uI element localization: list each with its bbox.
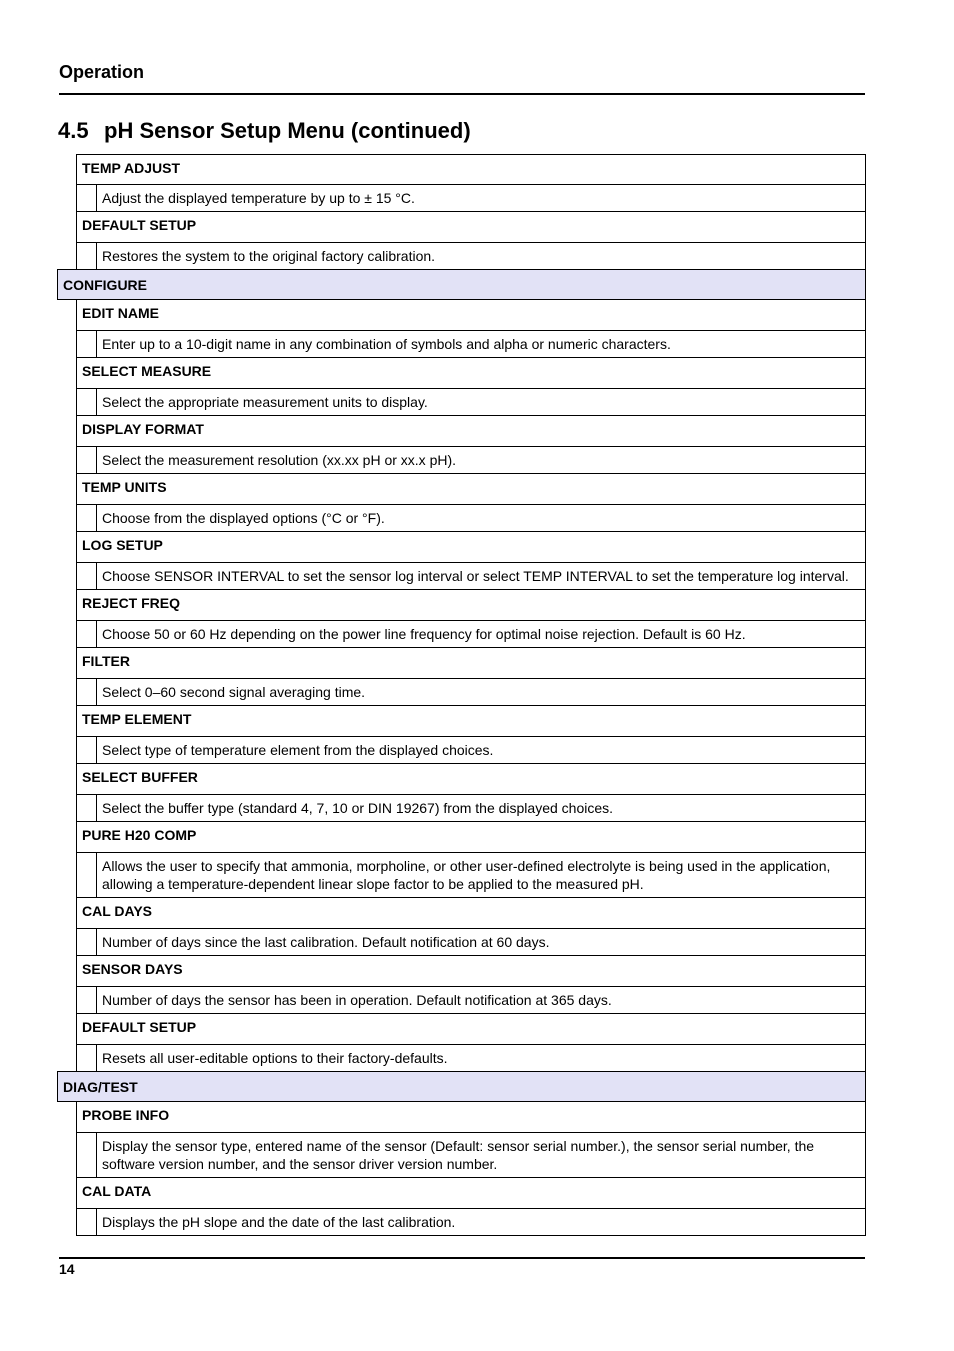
menu-item: DISPLAY FORMAT (76, 416, 866, 447)
menu-item-description: Restores the system to the original factory calibration. (96, 243, 865, 269)
section-title-text: pH Sensor Setup Menu (continued) (104, 118, 471, 143)
menu-item-description: Choose 50 or 60 Hz depending on the power line frequency for optimal noise rejection. Default is 60 Hz. (96, 621, 865, 647)
menu-item-description-row (76, 737, 866, 764)
menu-item-description: Displays the pH slope and the date of the last calibration. (96, 1209, 865, 1235)
menu-item-description-row (76, 987, 866, 1014)
menu-item-description-row (76, 929, 866, 956)
footer-rule (59, 1257, 865, 1259)
menu-item-description: Allows the user to specify that ammonia, morpholine, or other user-defined electrolyte is being used in the application, allowing a temperature-dependent linear slope factor to be applied to the measured pH. (96, 853, 865, 897)
menu-item-description-row (76, 563, 866, 590)
menu-category: CONFIGURE (57, 269, 866, 300)
section-title (58, 118, 864, 144)
menu-item-description-row (76, 679, 866, 706)
menu-item-description: Adjust the displayed temperature by up to ± 15 °C. (96, 185, 865, 211)
menu-item-description: Choose from the displayed options (°C or °F). (96, 505, 865, 531)
menu-item: TEMP ADJUST (76, 154, 866, 185)
menu-item: DEFAULT SETUP (76, 1014, 866, 1045)
menu-category: DIAG/TEST (57, 1071, 866, 1102)
menu-item-description: Resets all user-editable options to their factory-defaults. (96, 1045, 865, 1071)
menu-item-description: Select type of temperature element from the displayed choices. (96, 737, 865, 763)
menu-item-description-row (76, 243, 866, 270)
menu-item: DEFAULT SETUP (76, 212, 866, 243)
menu-item-description: Number of days the sensor has been in operation. Default notification at 365 days. (96, 987, 865, 1013)
menu-item-description: Select the measurement resolution (xx.xx pH or xx.x pH). (96, 447, 865, 473)
menu-item: EDIT NAME (76, 300, 866, 331)
menu-item-description-row (76, 505, 866, 532)
menu-item-description: Choose SENSOR INTERVAL to set the sensor log interval or select TEMP INTERVAL to set the temperature log interval. (96, 563, 865, 589)
menu-table (57, 154, 866, 1236)
menu-item: SELECT MEASURE (76, 358, 866, 389)
menu-item-description: Select 0–60 second signal averaging time. (96, 679, 865, 705)
menu-item-description-row (76, 853, 866, 898)
menu-item-description: Select the buffer type (standard 4, 7, 10 or DIN 19267) from the displayed choices. (96, 795, 865, 821)
running-header: Operation (59, 62, 145, 82)
menu-item-description: Select the appropriate measurement units to display. (96, 389, 865, 415)
page-number: 14 (59, 1261, 75, 1277)
menu-item-description: Display the sensor type, entered name of the sensor (Default: sensor serial number.), the sensor serial number, the software version number, and the sensor driver version number. (96, 1133, 865, 1177)
menu-item: TEMP UNITS (76, 474, 866, 505)
menu-item-description-row (76, 1133, 866, 1178)
menu-item-description-row (76, 389, 866, 416)
menu-item-description: Enter up to a 10-digit name in any combination of symbols and alpha or numeric characters. (96, 331, 865, 357)
menu-item-description-row (76, 795, 866, 822)
menu-item-description-row (76, 1209, 866, 1236)
menu-item: LOG SETUP (76, 532, 866, 563)
header-rule (59, 93, 865, 95)
menu-item-description: Number of days since the last calibration. Default notification at 60 days. (96, 929, 865, 955)
menu-item: PURE H20 COMP (76, 822, 866, 853)
menu-item: SENSOR DAYS (76, 956, 866, 987)
menu-item: TEMP ELEMENT (76, 706, 866, 737)
menu-item: PROBE INFO (76, 1102, 866, 1133)
section-number: 4.5 (58, 118, 89, 143)
menu-item: CAL DATA (76, 1178, 866, 1209)
menu-item: REJECT FREQ (76, 590, 866, 621)
menu-item: SELECT BUFFER (76, 764, 866, 795)
menu-item-description-row (76, 621, 866, 648)
menu-item-description-row (76, 447, 866, 474)
menu-item-description-row (76, 331, 866, 358)
menu-item-description-row (76, 185, 866, 212)
menu-item: FILTER (76, 648, 866, 679)
menu-item: CAL DAYS (76, 898, 866, 929)
menu-item-description-row (76, 1045, 866, 1072)
